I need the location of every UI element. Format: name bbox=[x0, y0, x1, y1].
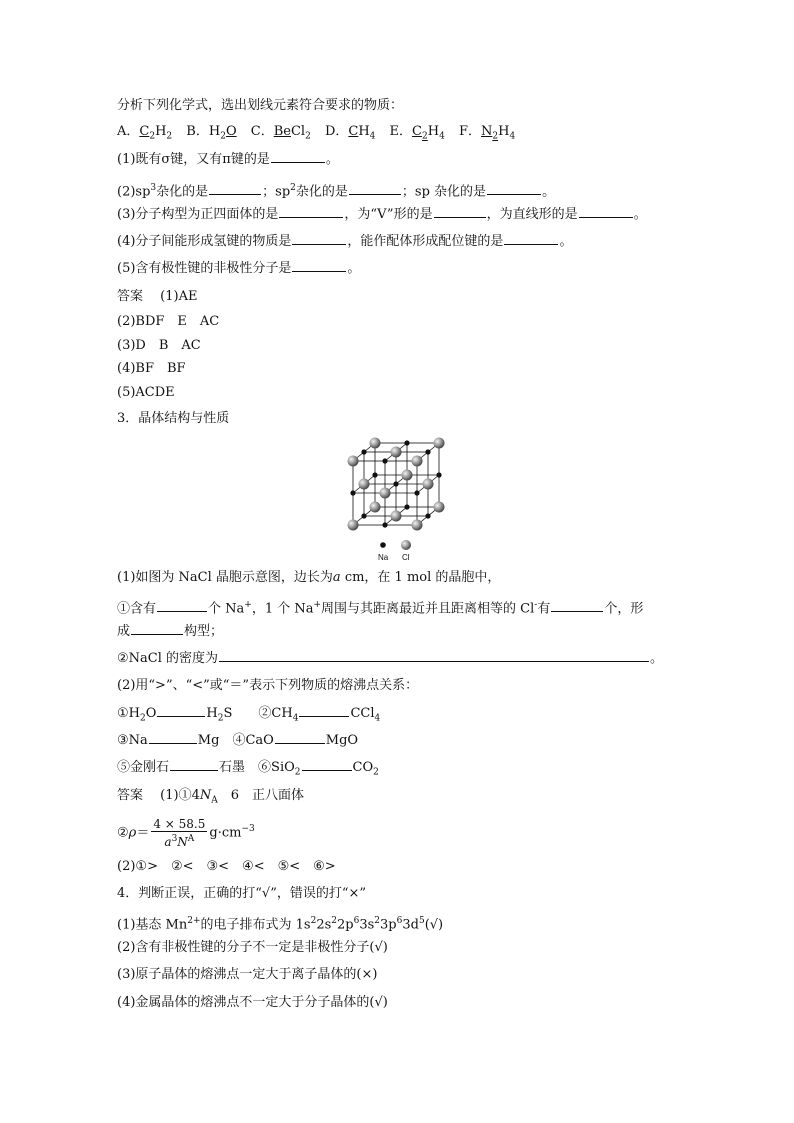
na-ion bbox=[361, 449, 366, 454]
compare-line-2: ③Na Mg ④CaO MgO bbox=[117, 733, 359, 748]
answer-line-3: (3)D B AC bbox=[117, 338, 201, 353]
answer-blank[interactable] bbox=[271, 150, 325, 163]
answer-blank[interactable] bbox=[551, 599, 603, 612]
option-b: B．$H_2O$ bbox=[186, 124, 237, 142]
answer-blank[interactable] bbox=[279, 205, 343, 218]
na-ion bbox=[382, 458, 387, 463]
na-ion bbox=[393, 481, 398, 486]
answer-blank[interactable] bbox=[149, 731, 197, 744]
answer-blank[interactable] bbox=[157, 704, 205, 717]
intro-text: 分析下列化学式，选出划线元素符合要求的物质： bbox=[117, 98, 404, 113]
cl-ion bbox=[348, 520, 359, 531]
cl-ion bbox=[402, 470, 413, 481]
compare-line-3: ⑤金刚石 石墨 ⑥SiO$_2$ $CO_2$ bbox=[117, 760, 379, 778]
answer-line-5: (5)ACDE bbox=[117, 385, 175, 400]
judgement-2: (2)含有非极性键的分子不一定是非极性分子(√) bbox=[117, 940, 388, 955]
answer-line-2: (2)BDF E AC bbox=[117, 314, 220, 329]
answer-blank[interactable] bbox=[209, 182, 261, 195]
legend-cl-marker bbox=[401, 540, 411, 550]
answer-blank[interactable] bbox=[487, 182, 541, 195]
crystal-question-1a: ①含有 个 Na+，1 个 Na+周围与其距离最近并且距离相等的 Cl-有 个，形 bbox=[117, 600, 644, 617]
option-f: F．$N_2H_4$ bbox=[458, 124, 516, 142]
crystal-question-2: (2)用“>”、“<”或“＝”表示下列物质的熔沸点关系： bbox=[117, 678, 419, 693]
cl-ion bbox=[391, 447, 402, 458]
cl-ion bbox=[348, 456, 359, 467]
answer-blank[interactable] bbox=[219, 649, 649, 662]
section-4-heading: 4．判断正误，正确的打“√”，错误的打“×” bbox=[117, 886, 367, 901]
section-3-heading: 3．晶体结构与性质 bbox=[117, 411, 230, 426]
na-ion bbox=[350, 490, 355, 495]
legend-na-marker bbox=[380, 542, 386, 548]
cl-ion bbox=[359, 479, 370, 490]
cl-ion bbox=[391, 511, 402, 522]
legend-cl-label: Cl bbox=[402, 553, 410, 562]
density-fraction: $\frac{4 \times 58.5}{a^3N^A}$ bbox=[153, 816, 206, 849]
compare-line-1: $①H_2O$ $H_2S$ $②CH_4$ CCl$_4$ bbox=[117, 706, 381, 724]
na-ion bbox=[425, 449, 430, 454]
answer-blank[interactable] bbox=[131, 622, 183, 635]
answer-line-4: (4)BF BF bbox=[117, 361, 186, 376]
answer-blank[interactable] bbox=[292, 259, 346, 272]
crystal-question-1a-cont: 成 构型； bbox=[117, 624, 224, 639]
answer-blank[interactable] bbox=[157, 599, 207, 612]
answer-blank[interactable] bbox=[349, 182, 401, 195]
question-3: (3)分子构型为正四面体的是 ，为“V”形的是 ，为直线形的是 。 bbox=[117, 207, 647, 222]
figure-legend bbox=[378, 540, 411, 562]
legend-na-label: Na bbox=[378, 553, 389, 562]
answer-blank[interactable] bbox=[275, 731, 325, 744]
cl-ion bbox=[423, 479, 434, 490]
cl-ion bbox=[412, 520, 423, 531]
judgement-4: (4)金属晶体的熔沸点不一定大于分子晶体的(√) bbox=[117, 995, 388, 1010]
options-line bbox=[117, 122, 515, 147]
answer-blank[interactable] bbox=[299, 704, 349, 717]
answer-blank[interactable] bbox=[292, 232, 346, 245]
option-c: C．BeCl$_2$ bbox=[250, 124, 311, 142]
answer-2-line-3: (2)①> ②< ③< ④< ⑤< ⑥> bbox=[117, 859, 336, 874]
cl-ion bbox=[370, 502, 381, 513]
option-a: A．$C_2H_2$ bbox=[117, 124, 173, 142]
question-1: (1)既有σ键，又有π键的是 。 bbox=[117, 152, 339, 167]
density-formula: ②ρ＝ $\frac{4 \times 58.5}{a^3N^A}$ $g\cdot cm^{-3}$ bbox=[117, 816, 255, 849]
na-ion bbox=[372, 472, 377, 477]
na-ion bbox=[361, 513, 366, 518]
answer-line-1: 答案 (1)AE bbox=[117, 289, 198, 304]
answer-blank[interactable] bbox=[170, 758, 218, 771]
option-d: D．$CH_4$ bbox=[324, 124, 376, 142]
cl-ion bbox=[412, 456, 423, 467]
na-ion bbox=[425, 513, 430, 518]
answer-blank[interactable] bbox=[579, 205, 633, 218]
cl-ion bbox=[380, 488, 391, 499]
cl-ion bbox=[434, 438, 445, 449]
answer-blank[interactable] bbox=[434, 205, 486, 218]
answer-label: 答案 bbox=[117, 289, 144, 304]
crystal-question-1b: ②NaCl 的密度为 。 bbox=[117, 651, 664, 666]
question-2: $(2)sp^3$杂化的是 ；$sp^2$杂化的是 ；sp 杂化的是 。 bbox=[117, 183, 556, 200]
cl-ion bbox=[434, 502, 445, 513]
na-ion bbox=[404, 504, 409, 509]
nacl-unit-cell-figure bbox=[340, 437, 450, 565]
judgement-1: (1)基态 $Mn^{2+}$的电子排布式为 $1s^22s^22p^63s^23p^63d^5(√)$ bbox=[117, 916, 444, 933]
judgement-3: (3)原子晶体的熔沸点一定大于离子晶体的(×) bbox=[117, 967, 378, 982]
na-ion bbox=[414, 490, 419, 495]
na-ion bbox=[382, 522, 387, 527]
answer-blank[interactable] bbox=[504, 232, 558, 245]
answer-blank[interactable] bbox=[302, 758, 352, 771]
na-ion bbox=[404, 440, 409, 445]
answer-label: 答案 bbox=[117, 788, 144, 803]
na-ion bbox=[436, 472, 441, 477]
option-e: E．$C_2H_4$ bbox=[389, 124, 445, 142]
question-5: (5)含有极性键的非极性分子是 。 bbox=[117, 261, 361, 276]
cl-ion bbox=[370, 438, 381, 449]
question-4: (4)分子间能形成氢键的物质是 ，能作配体形成配位键的是 。 bbox=[117, 234, 573, 249]
answer-2-line-1: 答案 $(1)①4N_A$ 6 正八面体 bbox=[117, 788, 304, 806]
crystal-question-1: (1)如图为 NaCl 晶胞示意图，边长为a cm，在 1 mol 的晶胞中， bbox=[117, 570, 501, 585]
